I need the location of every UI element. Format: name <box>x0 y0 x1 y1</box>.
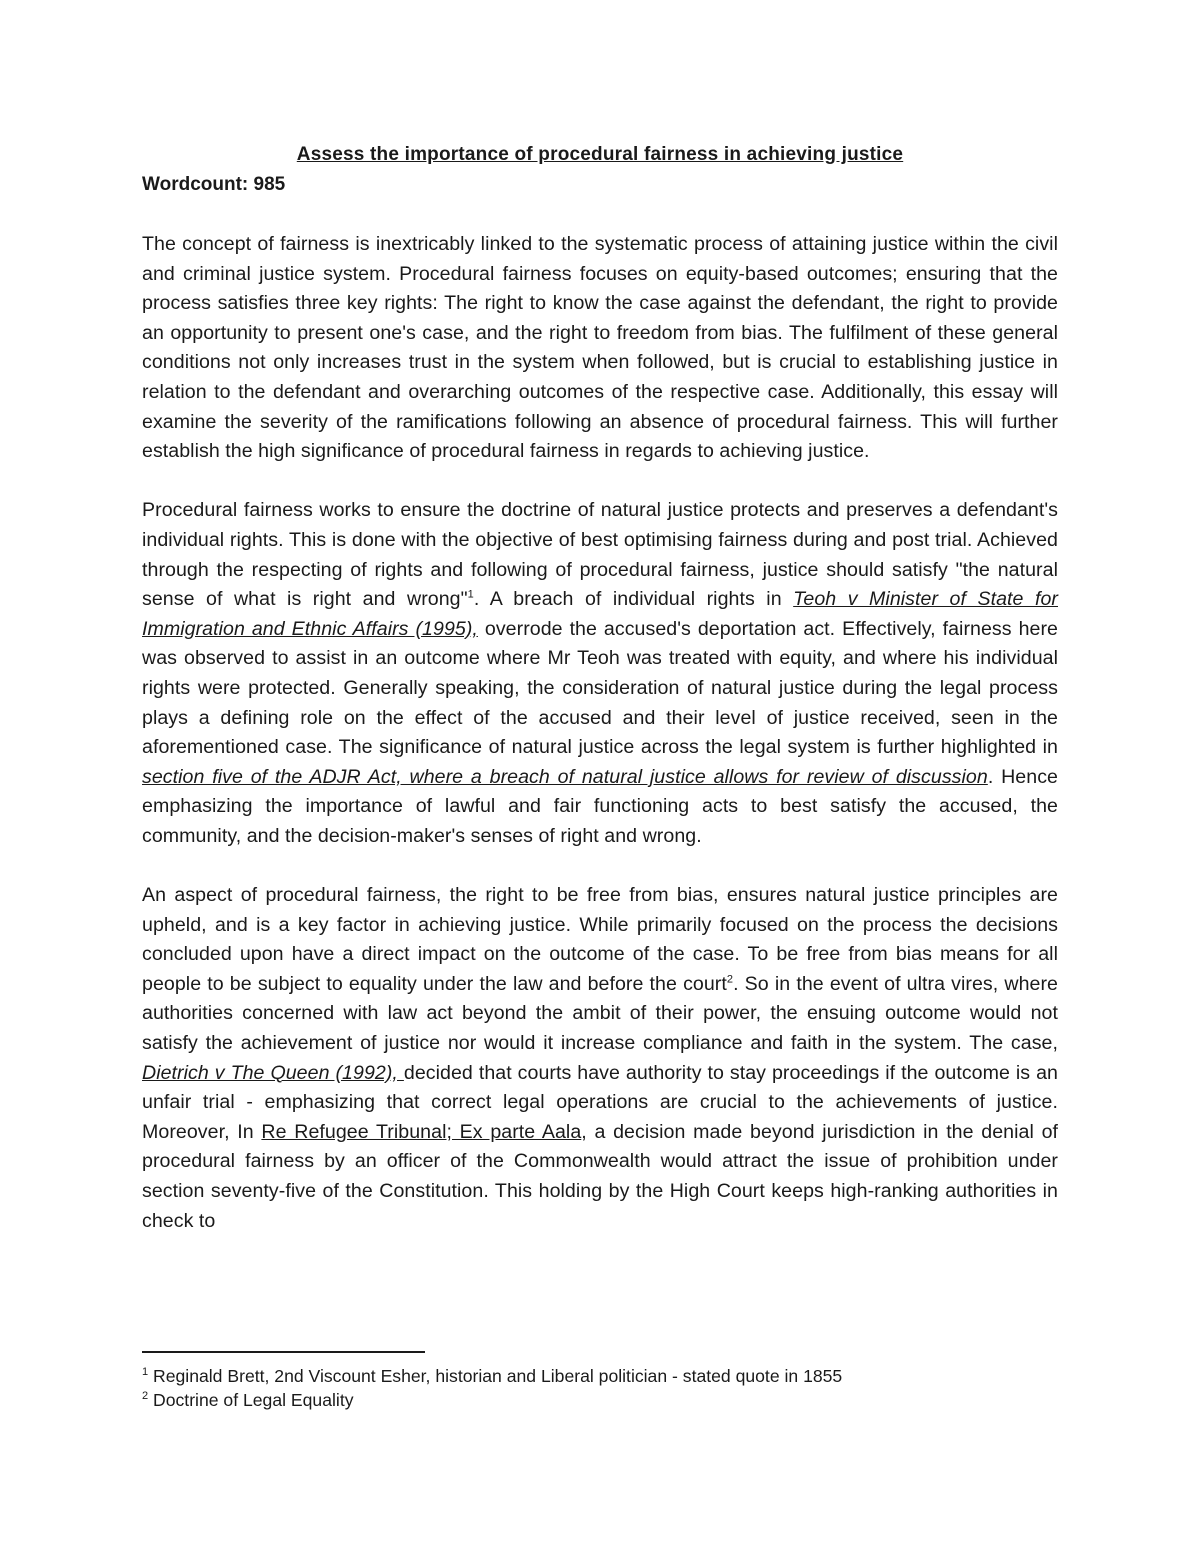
paragraph-text: Procedural fairness works to ensure the doctrine of natural justice protects and preserves a defendant's individual rights. This is done with the objective of best optimising fairness during and post trial. Achieved through the respecting of rights and following of procedural fairness, justice should satisfy "the natural sense of what is right and wrong" <box>142 499 1058 611</box>
footnote-number: 2 <box>142 1390 149 1403</box>
paragraph-text: . So in the event of ultra vires, where authorities concerned with law act beyond the ambit of their power, the ensuing outcome would not satisfy the achievement of justice nor would it increase compliance and faith in the system. The case, <box>142 972 1059 1055</box>
footnote-2 <box>142 1388 1058 1412</box>
paragraph-text: , a decision made beyond jurisdiction in the denial of procedural fairness by an officer of the Commonwealth would attract the issue of prohibition under section seventy-five of the Constitution. This holding by the High Court keeps high-ranking authorities in check to <box>142 1120 1059 1232</box>
case-citation-aala: Re Refugee Tribunal; Ex parte Aala <box>261 1120 582 1143</box>
paragraph-bias <box>142 881 1059 1232</box>
footnote-text: Reginald Brett, 2nd Viscount Esher, historian and Liberal politician - stated quote in 1855 <box>148 1366 843 1386</box>
paragraph-text: overrode the accused's deportation act. Effectively, fairness here was observed to assist in an outcome where Mr Teoh was treated with equity, and where his individual rights were protected. Generally speaking, the consideration of natural justice during the legal process plays a defining role on the effect of the accused and their level of justice received, seen in the aforementioned case. The significance of natural justice across the legal system is further highlighted in <box>142 617 1058 759</box>
essay-title: Assess the importance of procedural fairness in achieving justice <box>296 144 904 165</box>
footnote-ref-2: 2 <box>726 973 734 986</box>
document-page <box>142 140 1059 1232</box>
footnote-separator <box>142 1351 425 1353</box>
footnote-1 <box>142 1364 1058 1388</box>
footnote-text: Doctrine of Legal Equality <box>148 1390 354 1410</box>
paragraph-text: decided that courts have authority to stay proceedings if the outcome is an unfair trial - emphasizing that correct legal operations are crucial to the achievements of justice. Moreover, In <box>142 1061 1059 1143</box>
wordcount: Wordcount: 985 <box>142 174 286 195</box>
footnote-number: 1 <box>142 1366 149 1379</box>
case-citation-dietrich: Dietrich v The Queen (1992), <box>142 1061 404 1084</box>
footnote-ref-1: 1 <box>467 588 474 601</box>
citation-adjr-act: section five of the ADJR Act, where a breach of natural justice allows for review of discussion <box>142 765 988 788</box>
paragraph-text: An aspect of procedural fairness, the right to be free from bias, ensures natural justice principles are upheld, and is a key factor in achieving justice. While primarily focused on the process the decisions concluded upon have a direct impact on the outcome of the case. To be free from bias means for all people to be subject to equality under the law and before the court <box>142 884 1058 995</box>
paragraph-intro: The concept of fairness is inextricably linked to the systematic process of attaining justice within the civil and criminal justice system. Procedural fairness focuses on equity-based outcomes; ensuring that the process satisfies three key rights: The right to know the case against the defendant, the right to provide an opportunity to present one's case, and the right to freedom from bias. The fulfilment of these general conditions not only increases trust in the system when followed, but is crucial to establishing justice in relation to the defendant and overarching outcomes of the respective case. Additionally, this essay will examine the severity of the ramifications following an absence of procedural fairness. This will further establish the high significance of procedural fairness in regards to achieving justice. <box>142 233 1058 463</box>
paragraph-natural-justice <box>142 496 1058 851</box>
footnotes <box>142 1364 1058 1412</box>
paragraph-text: . A breach of individual rights in <box>473 588 794 611</box>
paragraph-text: . Hence emphasizing the importance of lawful and fair functioning acts to best satisfy the accused, the community, and the decision-maker's senses of right and wrong. <box>142 765 1058 847</box>
case-citation-teoh: Teoh v Minister of State for Immigration and Ethnic Affairs (1995), <box>142 588 1058 640</box>
